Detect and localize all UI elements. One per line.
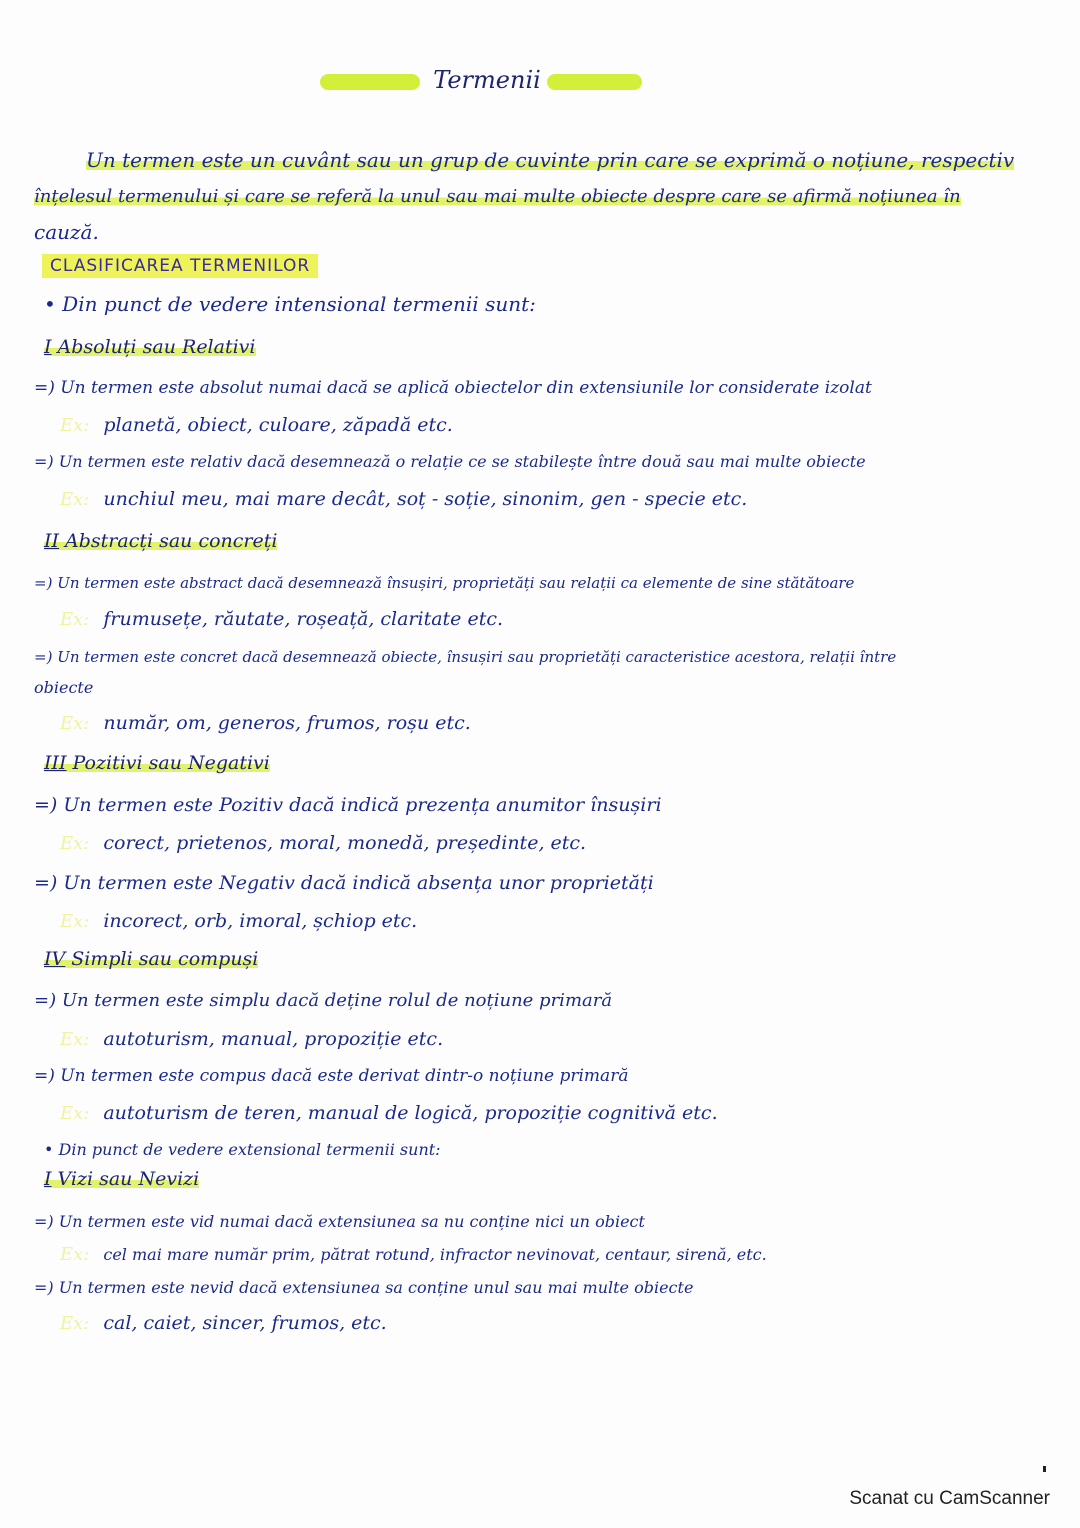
group-5-title: Vizi sau Nevizi	[57, 1168, 200, 1190]
example-label: Ex:	[60, 833, 90, 854]
group-4-example-1-text: autoturism, manual, propoziție etc.	[103, 1028, 444, 1050]
group-4-example-2	[60, 1102, 718, 1124]
group-5-number: I	[44, 1168, 52, 1190]
group-1-number: I	[44, 336, 52, 358]
section-heading: CLASIFICAREA TERMENILOR	[42, 254, 318, 278]
group-4-example-2-text: autoturism de teren, manual de logică, propoziție cognitivă etc.	[103, 1102, 718, 1124]
example-label: Ex:	[60, 1244, 90, 1265]
intro-line-2: înțelesul termenului și care se referă la unul sau mai multe obiecte despre care se afirmă noțiunea în	[34, 186, 961, 207]
group-3-example-2	[60, 910, 417, 932]
extensional-heading: • Din punct de vedere extensional termenii sunt:	[44, 1140, 441, 1159]
group-2-def-1: =) Un termen este abstract dacă desemnează însușiri, proprietăți sau relații ca elemente de sine stătătoare	[34, 574, 855, 592]
group-5-example-2-text: cal, caiet, sincer, frumos, etc.	[103, 1312, 387, 1334]
title-block	[320, 66, 642, 96]
intro-line-3: cauză.	[34, 220, 99, 244]
group-2-example-1-text: frumusețe, răutate, roșeață, claritate etc.	[103, 608, 504, 630]
example-label: Ex:	[60, 415, 90, 436]
group-4-def-2: =) Un termen este compus dacă este derivat dintr-o noțiune primară	[34, 1066, 629, 1086]
example-label: Ex:	[60, 713, 90, 734]
intro-line-1: Un termen este un cuvânt sau un grup de cuvinte prin care se exprimă o noțiune, respectiv	[86, 148, 1015, 172]
group-1-heading	[44, 336, 256, 358]
group-5-def-1: =) Un termen este vid numai dacă extensiunea sa nu conține nici un obiect	[34, 1212, 645, 1231]
group-1-title: Absoluți sau Relativi	[57, 336, 256, 358]
group-2-example-2-text: număr, om, generos, frumos, roșu etc.	[103, 712, 471, 734]
group-5-example-1	[60, 1244, 767, 1265]
group-2-def-2-cont: obiecte	[34, 678, 94, 697]
group-3-title: Pozitivi sau Negativi	[72, 752, 270, 774]
group-2-heading	[44, 530, 277, 552]
group-3-heading	[44, 752, 270, 774]
group-4-def-1: =) Un termen este simplu dacă deține rolul de noțiune primară	[34, 990, 613, 1011]
scanner-watermark: Scanat cu CamScanner	[849, 1488, 1050, 1509]
example-label: Ex:	[60, 1313, 90, 1334]
group-5-example-2	[60, 1312, 387, 1334]
group-2-def-2: =) Un termen este concret dacă desemnează obiecte, însușiri sau proprietăți caracteristice acestora, relații între	[34, 648, 897, 666]
example-label: Ex:	[60, 489, 90, 510]
group-1-def-1: =) Un termen este absolut numai dacă se aplică obiectelor din extensiunile lor considerate izolat	[34, 378, 872, 398]
intensional-heading: • Din punct de vedere intensional termenii sunt:	[44, 292, 536, 316]
group-4-title: Simpli sau compuși	[71, 948, 259, 970]
group-2-number: II	[44, 530, 60, 552]
example-label: Ex:	[60, 609, 90, 630]
group-3-example-1-text: corect, prietenos, moral, monedă, președinte, etc.	[103, 832, 587, 854]
highlight-bar-left	[320, 74, 420, 90]
group-3-example-2-text: incorect, orb, imoral, șchiop etc.	[103, 910, 418, 932]
group-1-example-1	[60, 414, 453, 436]
group-5-example-1-text: cel mai mare număr prim, pătrat rotund, infractor nevinovat, centaur, sirenă, etc.	[103, 1245, 767, 1264]
group-1-example-1-text: planetă, obiect, culoare, zăpadă etc.	[103, 414, 453, 436]
group-1-def-2: =) Un termen este relativ dacă desemnează o relație ce se stabilește între două sau mai multe obiecte	[34, 452, 866, 471]
group-3-def-2: =) Un termen este Negativ dacă indică absența unor proprietăți	[34, 872, 654, 894]
example-label: Ex:	[60, 1029, 90, 1050]
example-label: Ex:	[60, 1103, 90, 1124]
group-3-example-1	[60, 832, 586, 854]
group-2-example-1	[60, 608, 503, 630]
group-4-heading	[44, 948, 258, 970]
highlight-bar-right	[547, 74, 642, 90]
scan-mark	[1043, 1466, 1046, 1472]
group-4-number: IV	[44, 948, 66, 970]
page-title: Termenii	[433, 66, 541, 94]
group-3-number: III	[44, 752, 67, 774]
group-1-example-2	[60, 488, 747, 510]
group-4-example-1	[60, 1028, 443, 1050]
group-3-def-1: =) Un termen este Pozitiv dacă indică prezența anumitor însușiri	[34, 794, 662, 816]
group-1-example-2-text: unchiul meu, mai mare decât, soț - soție, sinonim, gen - specie etc.	[103, 488, 748, 510]
example-label: Ex:	[60, 911, 90, 932]
group-5-def-2: =) Un termen este nevid dacă extensiunea sa conține unul sau mai multe obiecte	[34, 1278, 694, 1297]
group-2-title: Abstracți sau concreți	[65, 530, 278, 552]
group-5-heading	[44, 1168, 199, 1190]
group-2-example-2	[60, 712, 471, 734]
